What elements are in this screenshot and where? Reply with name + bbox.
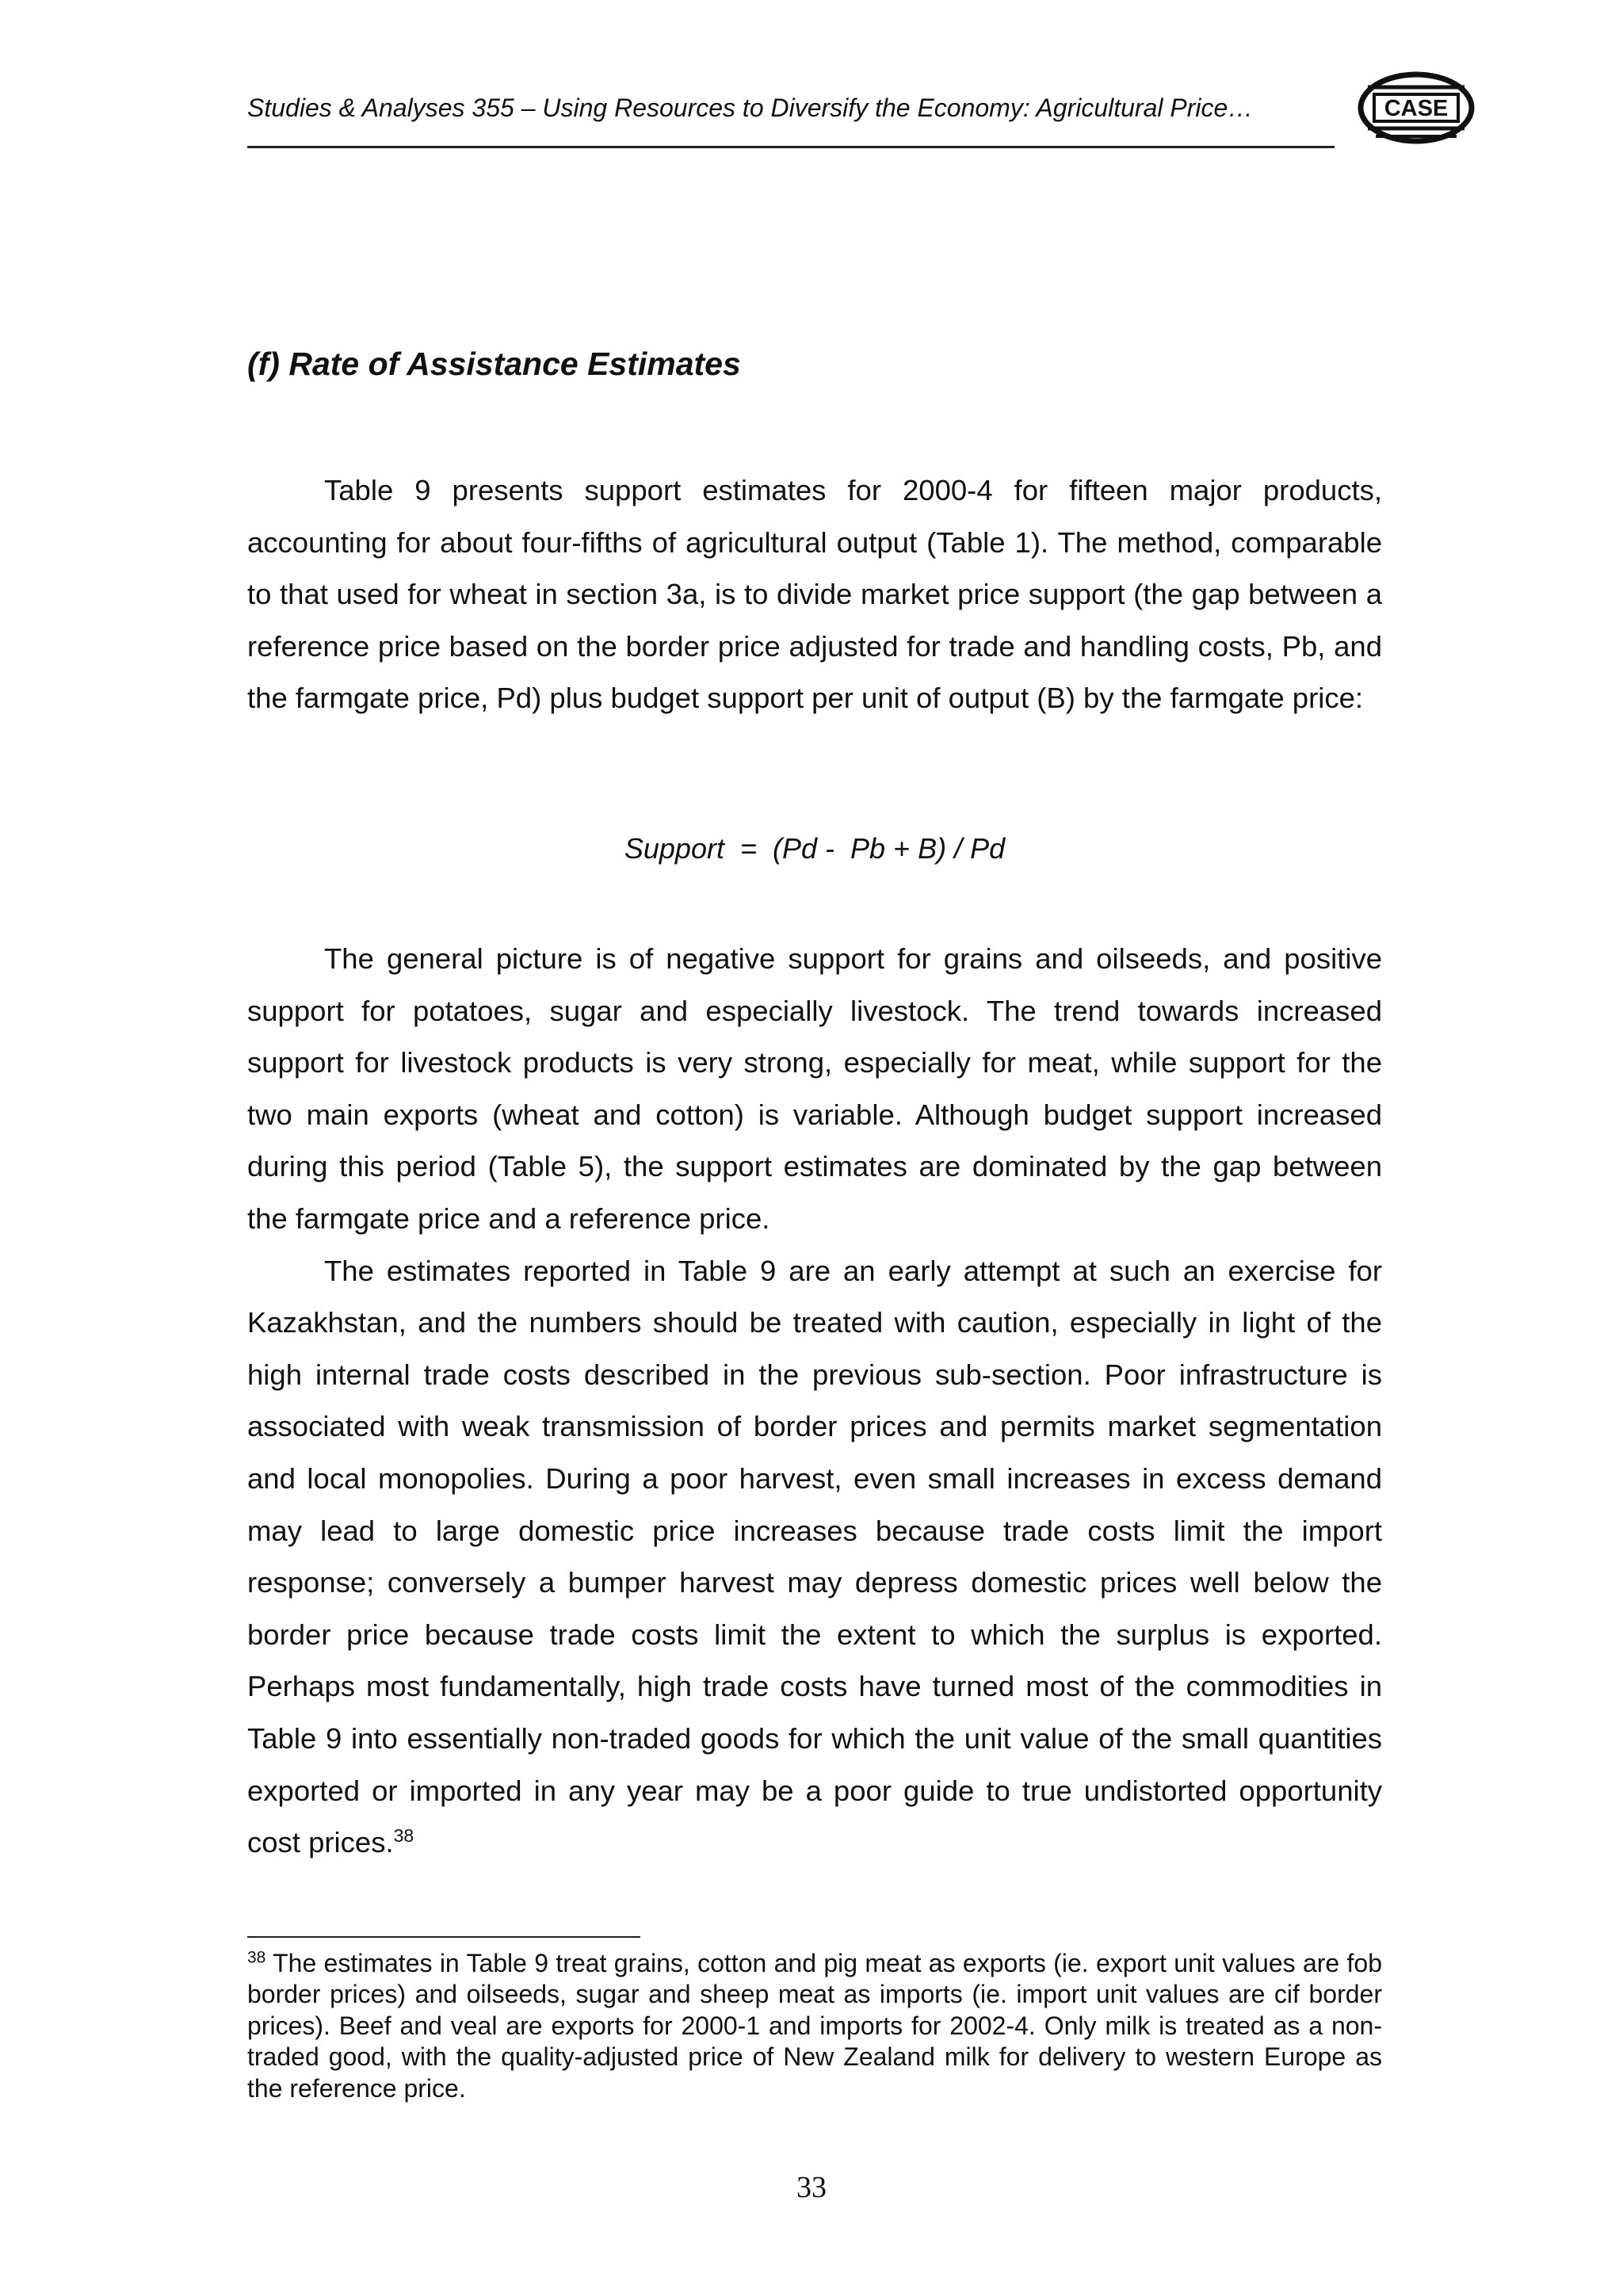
footnote-rule — [247, 1936, 640, 1938]
footnote — [247, 1948, 1382, 2104]
running-title: Studies & Analyses 355 – Using Resources to Diversify the Economy: Agricultural Price… — [247, 94, 1254, 122]
logo-text: CASE — [1384, 96, 1449, 121]
case-logo — [1357, 70, 1476, 146]
paragraph-block-2 — [247, 933, 1382, 1869]
running-header — [247, 94, 1335, 123]
paragraph-1-text: Table 9 presents support estimates for 2000-4 for fifteen major products, accounting for about four-fifths of agricultural output (Table 1). The method, comparable to that used for wheat in section 3a, is to divide market price support (the gap between a reference price based on the border price adjusted for trade and handling costs, Pb, and the farmgate price, Pd) plus budget support per unit of output (B) by the farmgate price: — [247, 474, 1382, 715]
support-formula: Support = (Pd - Pb + B) / Pd — [624, 832, 1006, 865]
page-number: 33 — [796, 2171, 827, 2204]
paragraph-1 — [247, 464, 1382, 724]
header-rule — [247, 146, 1335, 148]
footnote-text: The estimates in Table 9 treat grains, cotton and pig meat as exports (ie. export unit values are fob border prices) and oilseeds, sugar and sheep meat as imports (ie. import unit values are cif border prices). Beef and veal are exports for 2000-1 and imports for 2002-4. Only milk is treated as a non-traded good, with the quality-adjusted price of New Zealand milk for delivery to western Europe as the reference price. — [247, 1949, 1382, 2103]
paragraph-3-text: The estimates reported in Table 9 are an early attempt at such an exercise for Kazakhstan, and the numbers should be treated with caution, especially in light of the high internal trade costs described in the previous sub-section. Poor infrastructure is associated with weak transmission of border prices and permits market segmentation and local monopolies. During a poor harvest, even small increases in excess demand may lead to large domestic price increases because trade costs limit the import response; conversely a bumper harvest may depress domestic prices well below the border price because trade costs limit the extent to which the surplus is exported. Perhaps most fundamentally, high trade costs have turned most of the commodities in Table 9 into essentially non-traded goods for which the unit value of the small quantities exported or imported in any year may be a poor guide to true undistorted opportunity cost prices. — [247, 1254, 1382, 1859]
footnote-marker: 38 — [247, 1948, 266, 1967]
paragraph-2-text: The general picture is of negative support for grains and oilseeds, and positive support for potatoes, sugar and especially livestock. The trend towards increased support for livestock products is very strong, especially for meat, while support for the two main exports (wheat and cotton) is variable. Although budget support increased during this period (Table 5), the support estimates are dominated by the gap between the farmgate price and a reference price. — [247, 942, 1382, 1235]
section-title: (f) Rate of Assistance Estimates — [247, 346, 741, 382]
paragraph-3 — [247, 1245, 1382, 1869]
footnote-reference[interactable]: 38 — [393, 1824, 414, 1846]
